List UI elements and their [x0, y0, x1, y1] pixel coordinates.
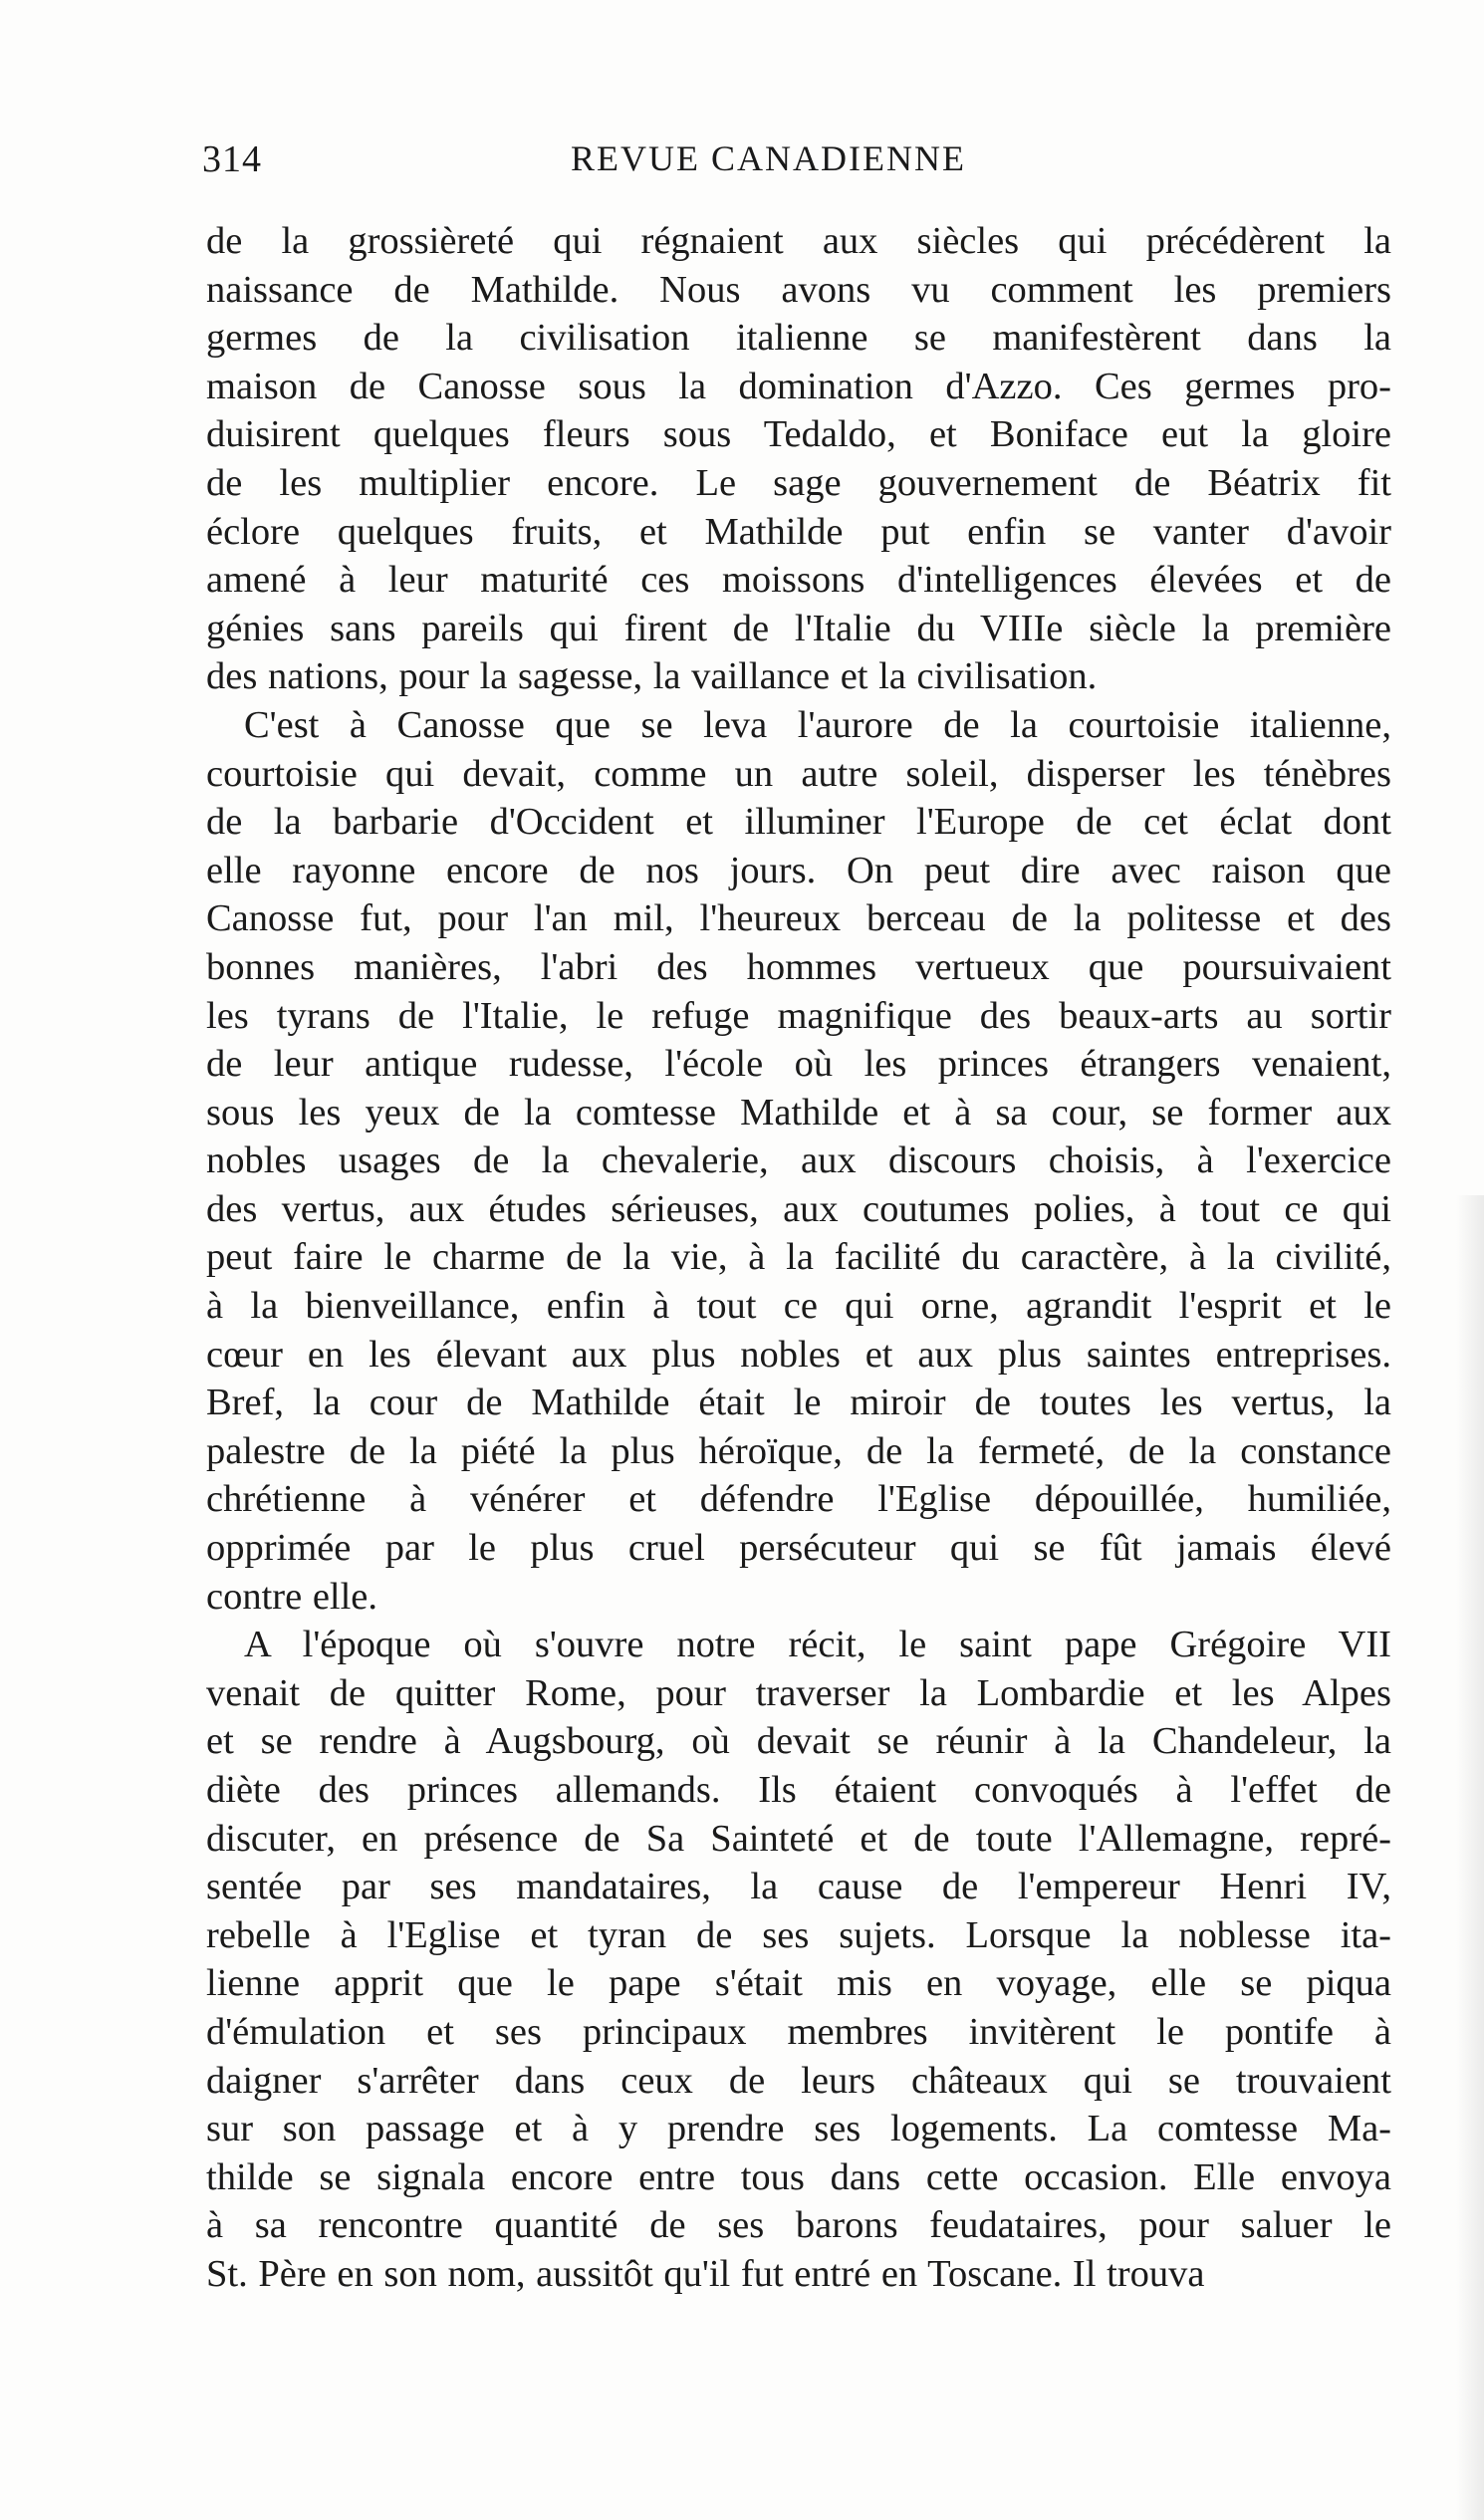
- text-line: d'émulation et ses principaux membres invitèrent le pontife à: [206, 2010, 1391, 2053]
- paragraph-gregoire-vii: [206, 1621, 1391, 2298]
- running-head: [202, 137, 1377, 187]
- body-text: [206, 217, 1391, 2299]
- text-line: St. Père en son nom, aussitôt qu'il fut entré en Toscane. Il trouva: [206, 2252, 1205, 2295]
- text-line: naissance de Mathilde. Nous avons vu comment les premiers: [206, 268, 1391, 311]
- text-line: elle rayonne encore de nos jours. On peut dire avec raison que: [206, 849, 1391, 891]
- page-number: 314: [202, 138, 262, 180]
- page-edge-shadow: [1456, 1195, 1484, 2520]
- text-line: Canosse fut, pour l'an mil, l'heureux berceau de la politesse et des: [206, 897, 1391, 940]
- text-line: de leur antique rudesse, l'école où les princes étrangers venaient,: [206, 1043, 1391, 1086]
- text-line: C'est à Canosse que se leva l'aurore de la courtoisie italienne,: [244, 703, 1391, 746]
- text-line: nobles usages de la chevalerie, aux discours choisis, à l'exercice: [206, 1139, 1391, 1182]
- paragraph-canosse-courtoisie: [206, 701, 1391, 1621]
- text-line: thilde se signala encore entre tous dans cette occasion. Elle envoya: [206, 2155, 1391, 2198]
- journal-title: REVUE CANADIENNE: [571, 138, 966, 178]
- text-line: de la grossièreté qui régnaient aux siècles qui précédèrent la: [206, 220, 1391, 262]
- text-line: sur son passage et à y prendre ses logements. La comtesse Ma-: [206, 2108, 1391, 2150]
- text-line: les tyrans de l'Italie, le refuge magnifique des beaux-arts au sortir: [206, 994, 1391, 1037]
- text-line: palestre de la piété la plus héroïque, de la fermeté, de la constance: [206, 1429, 1391, 1472]
- text-line: à sa rencontre quantité de ses barons feudataires, pour saluer le: [206, 2204, 1391, 2247]
- text-line: venait de quitter Rome, pour traverser la Lombardie et les Alpes: [206, 1671, 1391, 1714]
- text-line: des vertus, aux études sérieuses, aux coutumes polies, à tout ce qui: [206, 1187, 1391, 1230]
- text-line: génies sans pareils qui firent de l'Italie du VIIIe siècle la première: [206, 607, 1391, 649]
- text-line: de la barbarie d'Occident et illuminer l'Europe de cet éclat dont: [206, 801, 1391, 844]
- text-line: amené à leur maturité ces moissons d'intelligences élevées et de: [206, 559, 1391, 602]
- text-line: chrétienne à vénérer et défendre l'Eglise dépouillée, humiliée,: [206, 1478, 1391, 1521]
- text-line: duisirent quelques fleurs sous Tedaldo, et Boniface eut la gloire: [206, 413, 1391, 456]
- text-line: peut faire le charme de la vie, à la facilité du caractère, à la civilité,: [206, 1236, 1391, 1279]
- text-line: Bref, la cour de Mathilde était le miroir de toutes les vertus, la: [206, 1382, 1391, 1424]
- text-line: des nations, pour la sagesse, la vaillance et la civilisation.: [206, 655, 1098, 698]
- text-line: sentée par ses mandataires, la cause de l'empereur Henri IV,: [206, 1866, 1391, 1908]
- text-line: contre elle.: [206, 1575, 378, 1618]
- text-line: A l'époque où s'ouvre notre récit, le saint pape Grégoire VII: [244, 1624, 1391, 1666]
- text-line: à la bienveillance, enfin à tout ce qui orne, agrandit l'esprit et le: [206, 1285, 1391, 1328]
- text-line: daigner s'arrêter dans ceux de leurs châteaux qui se trouvaient: [206, 2059, 1391, 2102]
- text-line: lienne apprit que le pape s'était mis en voyage, elle se piqua: [206, 1962, 1391, 2005]
- text-line: cœur en les élevant aux plus nobles et aux plus saintes entreprises.: [206, 1333, 1391, 1376]
- text-line: éclore quelques fruits, et Mathilde put enfin se vanter d'avoir: [206, 510, 1391, 553]
- text-line: bonnes manières, l'abri des hommes vertueux que poursuivaient: [206, 945, 1391, 988]
- paragraph-continuation: [206, 217, 1391, 701]
- text-line: sous les yeux de la comtesse Mathilde et à sa cour, se former aux: [206, 1091, 1391, 1134]
- text-line: et se rendre à Augsbourg, où devait se réunir à la Chandeleur, la: [206, 1720, 1391, 1763]
- text-line: discuter, en présence de Sa Sainteté et de toute l'Allemagne, repré-: [206, 1817, 1391, 1860]
- text-line: de les multiplier encore. Le sage gouvernement de Béatrix fit: [206, 461, 1391, 504]
- text-line: maison de Canosse sous la domination d'Azzo. Ces germes pro-: [206, 365, 1391, 407]
- text-line: germes de la civilisation italienne se manifestèrent dans la: [206, 317, 1391, 360]
- text-line: rebelle à l'Eglise et tyran de ses sujets. Lorsque la noblesse ita-: [206, 1913, 1391, 1956]
- text-line: diète des princes allemands. Ils étaient convoqués à l'effet de: [206, 1769, 1391, 1811]
- text-line: opprimée par le plus cruel persécuteur qui se fût jamais élevé: [206, 1527, 1391, 1570]
- text-line: courtoisie qui devait, comme un autre soleil, disperser les ténèbres: [206, 752, 1391, 795]
